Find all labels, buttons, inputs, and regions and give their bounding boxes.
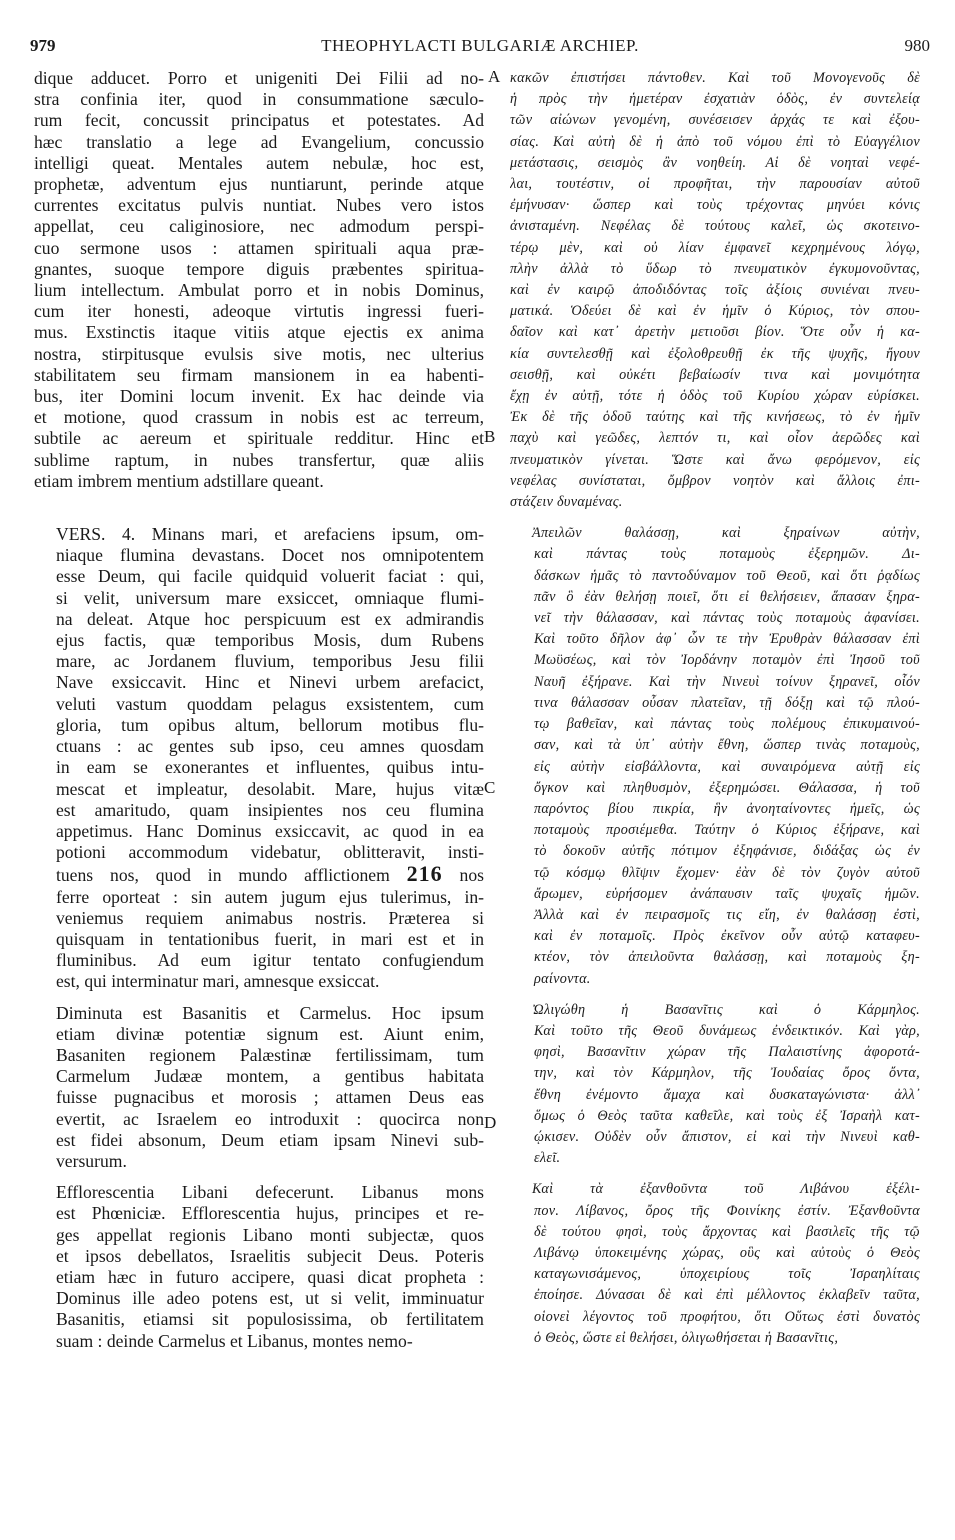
text-line: mescat et impleatur, desolabit. Mare, hujus vitæ <box>56 778 484 799</box>
text-line: VERS. 4. Minans mari, et arefaciens ipsum, om- <box>56 524 484 545</box>
text-line: δὲ τούτου φησὶ, τοὺς ἄρχοντας καὶ βασιλεῖς τῆς τῷ <box>534 1223 920 1240</box>
text-line: καὶ ἐν καιρῷ ἀποδιδόντας τοῖς ἀξίοις συνιέναι πνευ- <box>510 282 920 299</box>
text-line: veniemus requiem animabus nostris. Præterea si <box>56 907 484 928</box>
text-line: mus. Exstinctis itaque vitiis atque ejectis ex anima <box>34 322 484 343</box>
inline-page-number: 216 <box>406 863 443 887</box>
text-line: πᾶν ὃ ἐὰν θελήσῃ ποιεῖ, ὅτι εἰ θελήσειεν, ἅπασαν ξηρα- <box>534 588 920 605</box>
text-line: cum iter honesti, adeoque virtutis ingressi fueri- <box>34 301 484 322</box>
text-line: cuo sermone usos : attamen spirituali aqua præ- <box>34 237 484 258</box>
paragraph <box>34 1182 484 1352</box>
text-line: κακῶν ἐπιστήσει πάντοθεν. Καὶ τοῦ Μονογενοῦς δὲ <box>510 70 920 86</box>
text-line: Basanitis, etiamsi sit populosissima, ob fertilitatem <box>56 1309 484 1330</box>
text-line: est fidei absonum, Deum etiam ipsam Ninevi sub- <box>56 1129 484 1150</box>
text-line: σίας. Καὶ αὐτὴ δὲ ἡ ἀπὸ τοῦ νόμου ἐπὶ τὸ Εὐαγγέλιον <box>510 133 920 150</box>
text-line: ὅμως ὁ Θεὸς ταῦτα καθεῖλε, καὶ τοὺς ἐξ Ἰσραὴλ κατ- <box>534 1107 920 1124</box>
text-line: παρόντος βίου πικρία, ἣν ἀνοηταίνοντες ἡμεῖς, ὡς <box>534 800 920 817</box>
text-line: ῴκισεν. Οὐδὲν οὖν ἄπιστον, εἰ καὶ τὴν Νινευὶ καθ- <box>534 1128 920 1145</box>
text-line: suam : deinde Carmelus et Libanus, montes nemo- <box>56 1330 413 1351</box>
text-line: rum fecit, concussit principatus et potestates. Ad <box>34 110 484 131</box>
text-line: ἐμήνυσαν· ὥσπερ καὶ τοὺς τρέχοντας μηνύει κόνις <box>510 197 920 214</box>
text-line: την, καὶ τὸν Κάρμηλον, τῆς Ἰουδαίας ὄρος ὄντα, <box>534 1065 920 1082</box>
text-line: bus, iter Domini locum invenit. Ex hac deinde via <box>34 386 484 407</box>
text-line: πνευματικὸν γίνεται. Ὥστε καὶ ἄνω φερόμενον, εἰς <box>510 451 920 468</box>
text-line: καὶ πάντας τοὺς ποταμοὺς ἐξερημῶν. Δι- <box>534 546 920 563</box>
text-line: ejus factis, quæ temporibus Mosis, dum Rubens <box>56 630 484 651</box>
greek-column <box>510 68 920 1349</box>
text-line: est amaritudo, quam insipientes nos ceu flumina <box>56 799 484 820</box>
text-line: παχὺ καὶ γεῶδες, λεπτόν τι, καὶ οἷον ἀερῶδες καὶ <box>510 430 920 447</box>
text-line: Καὶ τὰ ἐξανθοῦντα τοῦ Λιβάνου ἐξέλι- <box>532 1181 920 1198</box>
text-line: evertit, ac Israelem eo introduxit : quocirca non <box>56 1108 484 1129</box>
text-line: Carmelum Judææ montem, a gentibus habitata <box>56 1066 484 1087</box>
text-line: ραίνοντα. <box>534 970 591 987</box>
text-line: ὁ Θεὸς, ὥστε εἰ θελήσει, ὀλιγωθήσεται ἡ Βασανῖτις, <box>534 1329 839 1346</box>
text-line: τὸ δοκοῦν αὐτῆς πότιμον ἐξηφάνισε, διδάξας ὡς ἐν <box>534 843 920 860</box>
text-line: est, qui interminatur mari, amnesque exsiccat. <box>56 971 380 992</box>
text-line: potioni accommodum videbatur, oblitteravit, insti- <box>56 842 484 863</box>
text-line: καταγωνισάμενος, ὑποχειρίους τοῖς Ἰσραηλίταις <box>534 1266 920 1283</box>
text-line: φησὶ, Βασανῖτιν χώραν τῆς Παλαιστίνης ἀφοροτά- <box>534 1044 920 1061</box>
margin-marker-a: A <box>488 67 501 86</box>
text-line: ἡ πρὸς τὴν ἡμετέραν ἐσχατιὰν ὁδὸς, ἐν συντελείᾳ <box>510 91 920 108</box>
text-line: Καὶ τοῦτο δῆλον ἀφ᾽ ὧν τε τὴν Ἐρυθρὰν θάλασσαν ἐπὶ <box>534 631 920 648</box>
text-line: μετάστασις, σεισμὸς ἂν νοηθείη. Αἱ δὲ νοηταὶ νεφέ- <box>510 154 920 171</box>
text-line: καὶ ἐν ποταμοῖς. Πρὸς ἐκεῖνον οὖν αὐτῷ καταφευ- <box>534 928 920 945</box>
paragraph <box>510 523 920 989</box>
margin-marker-b: B <box>484 427 496 446</box>
paragraph <box>510 1000 920 1170</box>
text-line: dique adducet. Porro et unigeniti Dei Filii ad no- <box>34 68 484 88</box>
text-line: τῷ κόσμῳ θλῖψιν ἔχομεν· ἐὰν δὲ τὸν ζυγὸν αὐτοῦ <box>534 864 920 881</box>
text-line: ges appellat regionis Libano monti subjectæ, quos <box>56 1224 484 1245</box>
text-line: tuens nos, quod in mundo afflictionem 216 nos <box>56 863 484 887</box>
latin-column <box>34 68 484 1352</box>
text-line: subtile ac aereum et spirituale redditur. Hinc et <box>34 428 484 449</box>
paragraph <box>34 1003 484 1173</box>
text-line: ποταμοὺς προσιέμεθα. Ταύτην ὁ Κύριος ἐξήρανε, καὶ <box>534 822 920 839</box>
text-line: νεφέλας συνίσταται, ὄμβρον νοητὸν καὶ ἄλλοις ἐπι- <box>510 472 920 489</box>
text-line: Ἀπειλῶν θαλάσσῃ, καὶ ξηραίνων αὐτὴν, <box>532 525 920 542</box>
text-line: etiam divinæ potentiæ signum est. Aiunt enim, <box>56 1023 484 1044</box>
text-line: Nave exsiccavit. Hinc et Ninevi urbem arefacict, <box>56 672 484 693</box>
text-line: et motione, quod crassum in nobis est ac terreum, <box>34 407 484 428</box>
text-line: ὄγκον καὶ πληθυσμὸν, ἐξερημώσει. Θάλασσα, ἡ τοῦ <box>534 779 920 796</box>
text-line: ματικά. Ὁδεύει δὲ καὶ ἐν ἡμῖν ὁ Κύριος, τὸν σπου- <box>510 303 920 320</box>
text-line: Diminuta est Basanitis et Carmelus. Hoc ipsum <box>56 1002 484 1023</box>
left-page-number: 979 <box>30 36 56 55</box>
text-line: Ἀλλὰ καὶ ἐν πειρασμοῖς τις εἴη, ἐν θαλάσσῃ ἐστὶ, <box>534 906 920 923</box>
margin-marker-c: C <box>484 778 496 797</box>
text-line: Ναυῆ ἐξήρανε. Καὶ τὴν Νινευὶ τοίνυν ξηρανεῖ, οἷόν <box>534 673 920 690</box>
text-line: ἐποίησε. Δύνασαι δὲ καὶ ἐπὶ μέλλοντος ἐκλαβεῖν ταῦτα, <box>534 1287 920 1304</box>
text-line: δαῖον καὶ κατ᾽ ἀρετὴν μετιοῦσι βίον. Ὅτε οὖν ἡ κα- <box>510 324 920 341</box>
text-line: ἀνισταμένη. Νεφέλας δὲ τούτους καλεῖ, ὡς σκοτεινο- <box>510 218 920 235</box>
text-line: mare, ac Jordanem fluvium, temporibus Jesu filii <box>56 651 484 672</box>
text-line: gloria, tum opibus altum, bellorum motibus flu- <box>56 714 484 735</box>
page-header <box>30 36 930 62</box>
text-line: Ἐκ δὲ τῆς ὁδοῦ ταύτης καὶ τῆς κινήσεως, τὸ ἐν ἡμῖν <box>510 409 920 426</box>
text-line: σαν, καὶ τὰ ὑπ᾽ αὐτὴν ἔθνη, ὥσπερ τινὰς ποταμοὺς, <box>534 737 920 754</box>
paragraph <box>34 524 484 992</box>
text-line: εἰς αὐτὴν εἰσβάλλοντα, καὶ συναιρόμενα αὐτῇ εἰς <box>534 758 920 775</box>
text-line: et ipsos debellatos, Israelitis subjecit Deus. Poteris <box>56 1245 484 1266</box>
text-line: hæc translatio a lege ad Evangelium, concussio <box>34 131 484 152</box>
text-line: πον. Λίβανος, ὄρος τῆς Φοινίκης ἐστίν. Ἐξανθοῦντα <box>534 1202 920 1219</box>
text-line: appetimus. Hanc Dominus exsiccavit, ac quod in ea <box>56 820 484 841</box>
text-line: τινα θάλασσαν οὖσαν πλατεῖαν, τῇ δόξῃ καὶ τῷ πλού- <box>534 694 920 711</box>
text-line: stra confinia iter, quod in consummatione sæculo- <box>34 89 484 110</box>
paragraph <box>510 68 920 513</box>
text-line: ἄρωμεν, εὑρήσομεν ἀνάπαυσιν ταῖς ψυχαῖς ἡμῶν. <box>534 885 920 902</box>
margin-marker-d: D <box>484 1113 497 1132</box>
text-line: stabilitatem seu firmam mansionem in ea habenti- <box>34 364 484 385</box>
paragraph <box>510 1179 920 1349</box>
text-line: versurum. <box>56 1150 127 1171</box>
text-line: οἱονεὶ λέγοντος τοῦ προφήτου, ὅτι Οὕτως ἐστὶ δυνατὸς <box>534 1308 920 1325</box>
text-line: in eam se exonerantes et influentes, quibus intu- <box>56 757 484 778</box>
text-line: πλὴν ἀλλὰ τὸ ὕδωρ τὸ πνευματικὸν ἐγκυμονοῦντας, <box>510 260 920 277</box>
text-line: prophetæ, adventum ejus nuntiarunt, perinde atque <box>34 174 484 195</box>
text-line: τῳ βαθεῖαν, καὶ πάντας τοὺς πολέμους ἐπικυμαινού- <box>534 716 920 733</box>
text-line: Ὠλιγώθη ἡ Βασανῖτις καὶ ὁ Κάρμηλος. <box>532 1001 920 1018</box>
text-line: est Phœniciæ. Efflorescentia hujus, principes et re- <box>56 1203 484 1224</box>
text-line: lium intellectum. Ambulat porro et in nobis Dominus, <box>34 280 484 301</box>
text-line: λαι, τουτέστιν, οἱ προφῆται, τὴν παρουσίαν αὐτοῦ <box>510 176 920 193</box>
text-line: Basaniten regionem Palæstinæ fertilissimam, tum <box>56 1044 484 1065</box>
text-line: veluti vastum quoddam pelagus exsistentem, cum <box>56 693 484 714</box>
text-line: σεισθῇ, καὶ οὐκέτι βεβαίωσίν τινα καὶ μονιμότητα <box>510 366 920 383</box>
text-line: κία συντελεσθῇ καὶ ἐξολοθρευθῇ ἐκ τῆς ψυχῆς, ἤγουν <box>510 345 920 362</box>
text-line: Efflorescentia Libani defecerunt. Libanus mons <box>56 1182 484 1203</box>
text-line: si velit, universum mare exsiccet, omniaque flumi- <box>56 587 484 608</box>
text-line: ferre oporteat : sin autem jugum ejus tulerimus, in- <box>56 886 484 907</box>
text-line: niaque flumina devastans. Docet nos omnipotentem <box>56 545 484 566</box>
text-line: Dominus ille adeo potens est, ut si velit, imminuatur <box>56 1288 484 1309</box>
text-line: Λιβάνῳ ὑποκειμένης χώρας, οὓς καὶ αὐτοὺς ὁ Θεὸς <box>534 1244 920 1261</box>
text-line: na deleat. Atque hoc perspicuum est ex admirandis <box>56 608 484 629</box>
text-line: fluminibus. Ad eum igitur tentato confugiendum <box>56 950 484 971</box>
text-line: νεῖ τὴν θάλασσαν, καὶ πάντας τοὺς ποταμοὺς ἀφανίσει. <box>534 610 920 627</box>
text-line: δάσκων ἡμᾶς τὸ παντοδύναμον τοῦ Θεοῦ, καὶ ὅτι ῥᾳδίως <box>534 567 920 584</box>
text-line: κτέον, τὸν ἀπειλοῦντα θαλάσσῃ, καὶ ποταμοὺς ξη- <box>534 949 920 966</box>
text-line: ctuans : ac gentes sub ipso, ceu amnes quosdam <box>56 736 484 757</box>
text-line: currentes excitatus pulvis nuntiat. Nubes vero istos <box>34 195 484 216</box>
running-title: THEOPHYLACTI BULGARIÆ ARCHIEP. <box>321 36 639 55</box>
text-line: Καὶ τοῦτο τῆς Θεοῦ δυνάμεως ἐνδεικτικόν. Καὶ γὰρ, <box>534 1022 920 1039</box>
text-line: appellat, ceu caliginosiore, nec admodum perspi- <box>34 216 484 237</box>
text-line: esse Deum, qui facile quidquid voluerit faciat : qui, <box>56 566 484 587</box>
text-line: ἔθνη ἐνέμοντο ἄμαχα καὶ δυσκαταγώνιστα· ἀλλ᾽ <box>534 1086 920 1103</box>
text-line: fuisse pugnacibus et morosis ; attamen Deus eas <box>56 1087 484 1108</box>
text-line: Μωϋσέως, καὶ τὸν Ἰορδάνην ποταμὸν ἐπὶ Ἰησοῦ τοῦ <box>534 652 920 669</box>
paragraph <box>34 68 484 492</box>
text-line: ἔχῃ ἐν αὐτῇ, τότε ἡ ὁδὸς τοῦ Κυρίου χώραν εὑρίσκει. <box>510 388 920 405</box>
text-line: sublime raptum, in nubes transfertur, quæ aliis <box>34 449 484 470</box>
text-line: nostra, stirpitusque evulsis sive motis, nec ulterius <box>34 343 484 364</box>
text-line: στάζειν δυναμένας. <box>510 494 623 511</box>
text-line: intelligi queat. Mentales autem nebulæ, hoc est, <box>34 152 484 173</box>
text-line: τῶν αἰώνων γενομένη, συνέσεισεν ἀρχάς τε καὶ ἐξου- <box>510 112 920 129</box>
text-line: etiam hæc in futuro accipere, quasi dicat propheta : <box>56 1266 484 1287</box>
text-line: etiam imbrem mentium adstillare queant. <box>34 470 324 491</box>
right-page-number: 980 <box>904 36 930 55</box>
text-line: gnantes, suoque tempore diguis præbentes spiritua- <box>34 258 484 279</box>
text-line: ελεῖ. <box>534 1150 561 1167</box>
text-line: τέρῳ μὲν, καὶ οὐ λίαν ἐμφανεῖ κεχρημένους λόγῳ, <box>510 239 920 256</box>
text-line: quisquam in tentationibus fuerit, in mari est et in <box>56 928 484 949</box>
